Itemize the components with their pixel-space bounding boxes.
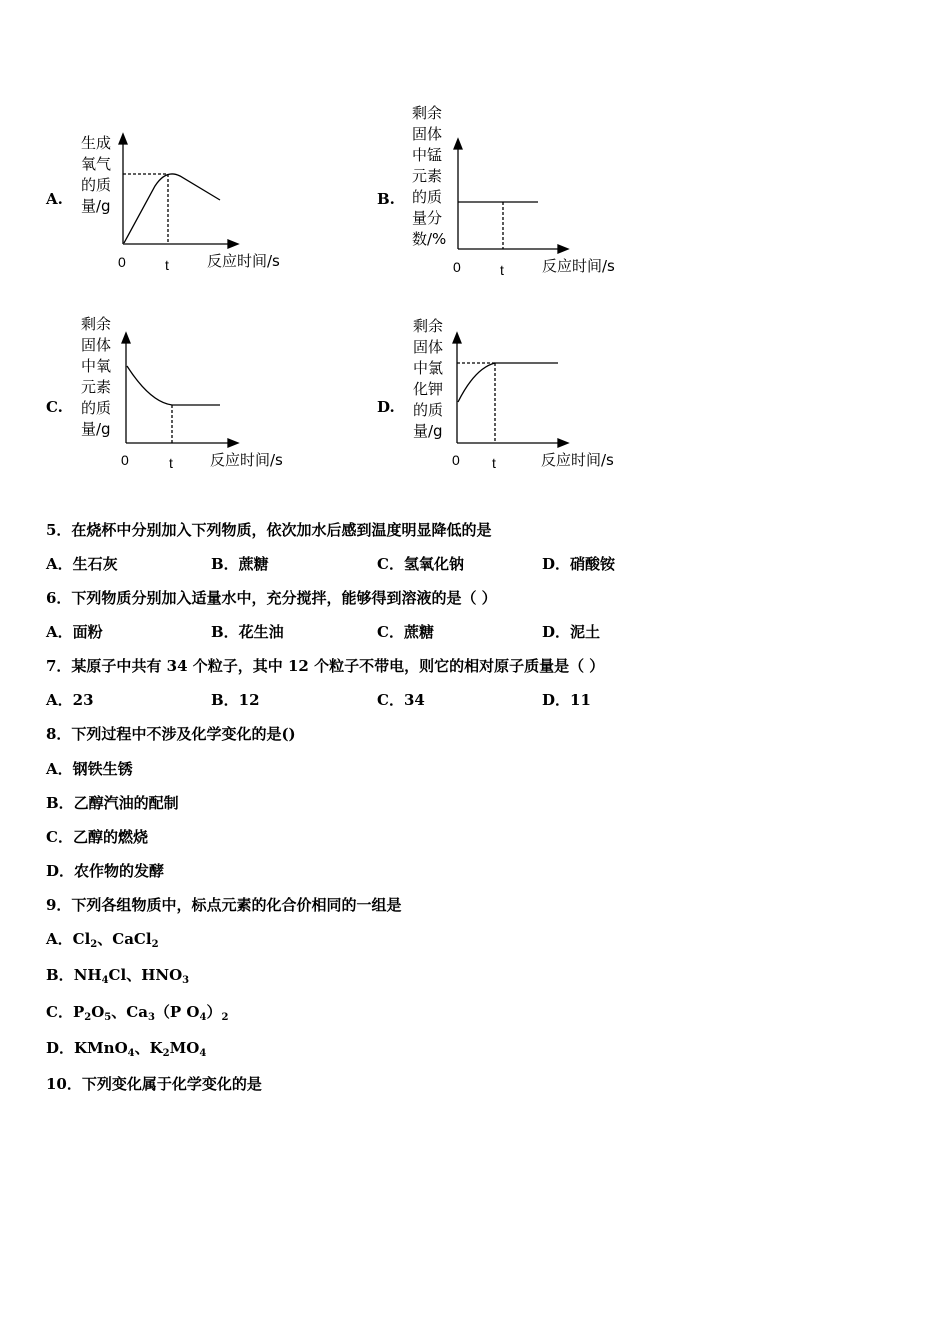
graph-c-ylabel: 剩余 固体 中氧 元素 的质 量/g [81,315,112,438]
question-7-stem: 7．某原子中共有 34 个粒子，其中 12 个粒子不带电，则它的相对原子质量是（ ） [46,657,605,675]
q5-option-a: A．生石灰 [46,555,118,573]
q8-option-c: C．乙醇的燃烧 [46,828,148,846]
q6-option-b: B．花生油 [211,623,284,641]
graph-c-xlabel: 反应时间/s [210,451,283,469]
graph-b-ylabel: 剩余 固体 中锰 元素 的质 量分 数/% [412,104,447,248]
q9-option-a: A．$Cl_2$、CaCl$_2$ [46,930,159,950]
q9-option-b: B．$NH_4Cl$、$HNO_3$ [46,966,190,986]
q8-option-a: A．钢铁生锈 [46,760,133,778]
question-9-stem: 9．下列各组物质中，标点元素的化合价相同的一组是 [46,896,402,914]
q7-option-b: B．12 [211,691,260,709]
q8-option-d: D．农作物的发酵 [46,862,165,880]
q7-option-c: C．34 [377,691,425,709]
graph-c-letter: C. [46,398,63,416]
graph-a-letter: A. [46,190,63,208]
q5-option-d: D．硝酸铵 [542,555,616,573]
q9-option-c: C．$P_2O_5$、$Ca_3(P$ $O_4)_2$ [46,1003,229,1023]
q7-option-a: A．23 [46,691,94,709]
question-6-stem: 6．下列物质分别加入适量水中，充分搅拌，能够得到溶液的是（ ） [46,589,497,607]
graph-d-t-label: t [492,455,496,471]
q6-option-a: A．面粉 [46,623,103,641]
q5-option-c: C．氢氧化钠 [377,555,464,573]
q5-option-b: B．蔗糖 [211,555,269,573]
graph-a-origin: 0 [118,254,126,270]
graph-d-plot [0,0,950,500]
graph-d-ylabel: 剩余 固体 中氯 化钾 的质 量/g [413,317,444,440]
graph-b-xlabel: 反应时间/s [542,257,615,275]
q7-option-d: D．11 [542,691,591,709]
graph-b-letter: B. [377,190,395,208]
graph-c-t-label: t [169,455,173,471]
graph-b-t-label: t [500,262,504,278]
graph-d-curve [458,363,558,402]
graph-c-origin: 0 [121,452,129,468]
graph-d-letter: D. [377,398,395,416]
graph-a-xlabel: 反应时间/s [207,252,280,270]
graph-a-t-label: t [165,257,169,273]
q6-option-c: C．蔗糖 [377,623,434,641]
graph-d-origin: 0 [452,452,460,468]
graph-d-xlabel: 反应时间/s [541,451,614,469]
q8-option-b: B．乙醇汽油的配制 [46,794,179,812]
question-8-stem: 8．下列过程中不涉及化学变化的是() [46,725,296,743]
graph-d-x-arrow [558,439,568,447]
graph-d-y-arrow [453,333,461,343]
q6-option-d: D．泥土 [542,623,601,641]
graph-a-ylabel: 生成 氧气 的质 量/g [81,134,112,215]
question-10-stem: 10．下列变化属于化学变化的是 [46,1075,262,1093]
graph-b-origin: 0 [453,259,461,275]
question-5-stem: 5．在烧杯中分别加入下列物质，依次加水后感到温度明显降低的是 [46,521,492,539]
q9-option-d: D．KMnO$_4$、$K_2MO_4$ [46,1039,207,1059]
